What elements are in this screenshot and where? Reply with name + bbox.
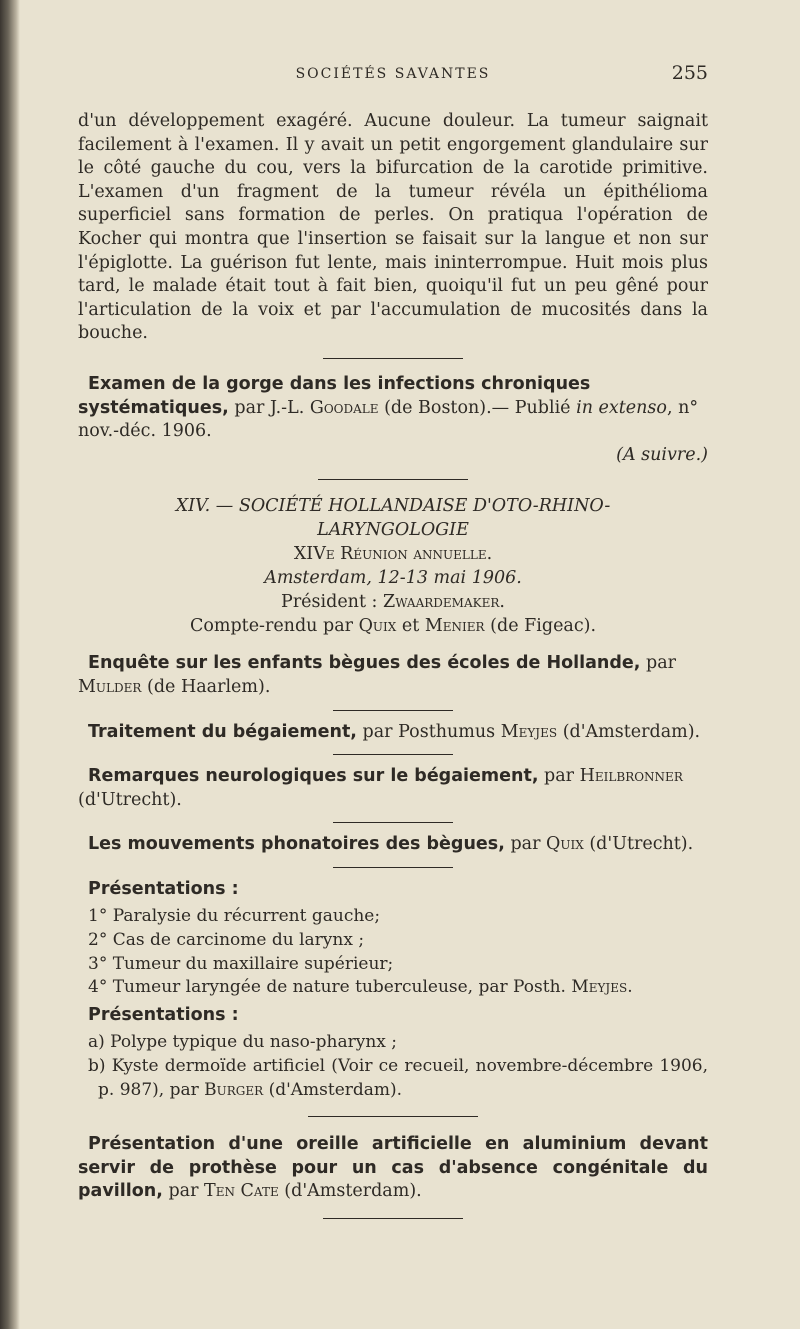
entry-par: par	[168, 1181, 199, 1202]
entry-author: Quix	[546, 834, 584, 855]
presentations-list-1	[78, 878, 708, 1000]
section-title-line1: XIV. — SOCIÉTÉ HOLLANDAISE D'OTO-RHINO-	[175, 496, 611, 517]
entry-author: Mulder	[78, 676, 142, 697]
entry-traitement-begaiement	[78, 721, 708, 745]
running-head-title: SOCIÉTÉS SAVANTES	[295, 66, 491, 82]
entry-place: (d'Amsterdam).	[284, 1181, 422, 1202]
reporter-quix: Quix	[358, 616, 397, 637]
separator-rule	[323, 1218, 463, 1219]
list-item	[88, 976, 708, 1000]
section-title-line2: LARYNGOLOGIE	[317, 520, 469, 541]
entry-place: (d'Utrecht).	[78, 789, 182, 810]
list-item-place: (d'Amsterdam).	[268, 1079, 403, 1100]
entry-par: par	[510, 834, 541, 855]
list-item: 2° Cas de carcinome du larynx ;	[88, 930, 365, 951]
list-item: 3° Tumeur du maxillaire supérieur;	[88, 953, 394, 974]
section-president	[78, 590, 708, 614]
entry-place: (d'Utrecht).	[589, 834, 694, 855]
entry-author: Ten Cate	[204, 1181, 279, 1202]
list-item-author: Burger	[204, 1079, 264, 1100]
presentations-heading: Présentations :	[88, 878, 239, 899]
presentations-heading: Présentations :	[88, 1004, 239, 1025]
paragraph-case-report: d'un développement exagéré. Aucune douleur. La tumeur saignait facilement à l'examen. Il y avait un petit engorgement glandulaire sur le côté gauche du cou, vers la bifurcation de la carotide primitive. L'examen d'un fragment de la tumeur révéla un épithélioma superficiel sans formation de perles. On pratiqua l'opération de Kocher qui montra que l'insertion se faisait sur la langue et non sur l'épiglotte. La guérison fut lente, mais ininterrompue. Huit mois plus tard, le malade était tout à fait bien, quoiqu'il fut un peu gêné pour l'articulation de la voix et par l'accumulation de mucosités dans la bouche.	[78, 111, 708, 344]
entry-title: Remarques neurologiques sur le bégaiement,	[88, 766, 539, 787]
separator-rule	[333, 822, 453, 823]
entry-title: Les mouvements phonatoires des bègues,	[88, 834, 505, 855]
section-compte-rendu	[78, 614, 708, 638]
list-item: 1° Paralysie du récurrent gauche;	[88, 906, 381, 927]
entry-par: par	[646, 653, 677, 674]
entry-oreille-artificielle	[78, 1133, 708, 1204]
section-place-date: Amsterdam, 12-13 mai 1906.	[264, 568, 522, 589]
reporter-place: (de Figeac).	[490, 616, 597, 637]
separator-rule	[333, 710, 453, 711]
list-item-text: 4° Tumeur laryngée de nature tuberculeuse, par Posth.	[88, 977, 566, 998]
entry-title: Traitement du bégaiement,	[88, 721, 357, 742]
conj-et: et	[401, 616, 420, 637]
list-item-author: Meyjes.	[571, 977, 633, 998]
entry-remarques-neuro	[78, 765, 708, 812]
entry-enquete-begues	[78, 652, 708, 699]
separator-rule	[308, 1116, 478, 1117]
separator-rule	[323, 358, 463, 359]
entry-author: Meyjes	[500, 721, 558, 742]
entry-in-extenso: in extenso	[576, 397, 667, 418]
presentations-list-2	[78, 1004, 708, 1102]
a-suivre: (A suivre.)	[616, 444, 708, 465]
entry-title: Enquête sur les enfants bègues des écoles de Hollande,	[88, 653, 641, 674]
entry-issue: , n° nov.-déc. 1906.	[78, 397, 699, 442]
book-page	[78, 62, 708, 1233]
running-head	[78, 62, 708, 92]
entry-mouvements-phonatoires	[78, 833, 708, 857]
entry-par: par	[544, 766, 575, 787]
president-name: Zwaardemaker.	[383, 592, 505, 613]
entry-author: Heilbronner	[579, 766, 683, 787]
section-heading	[78, 494, 708, 638]
list-item: a) Polype typique du naso-pharynx ;	[88, 1032, 397, 1053]
entry-par: par Posthumus	[362, 721, 496, 742]
reporter-menier: Menier	[424, 616, 485, 637]
compte-rendu-label: Compte-rendu par	[189, 616, 353, 637]
list-item	[88, 1055, 708, 1102]
president-label: Président :	[281, 592, 378, 613]
entry-place: (de Boston).— Publié	[384, 397, 571, 418]
entry-title: Examen de la gorge dans les infections chroniques systématiques,	[78, 373, 591, 418]
page-number: 255	[671, 62, 708, 84]
entry-place: (d'Amsterdam).	[562, 721, 701, 742]
section-reunion: XIVe Réunion annuelle.	[293, 544, 493, 565]
entry-by: par J.-L.	[234, 397, 305, 418]
separator-rule	[318, 479, 468, 480]
entry-place: (de Haarlem).	[147, 676, 271, 697]
entry-examen-gorge	[78, 373, 708, 444]
list-item-text: b) Kyste dermoïde artificiel (Voir ce recueil, novembre-décembre 1906, p. 987), par	[88, 1056, 708, 1100]
separator-rule	[333, 754, 453, 755]
separator-rule	[333, 867, 453, 868]
entry-author: Goodale	[309, 397, 379, 418]
book-spine-shadow	[0, 0, 20, 1329]
entry-title: Présentation d'une oreille artificielle en aluminium devant servir de prothèse pour un cas d'absence congénitale du pavillon,	[78, 1134, 708, 1202]
